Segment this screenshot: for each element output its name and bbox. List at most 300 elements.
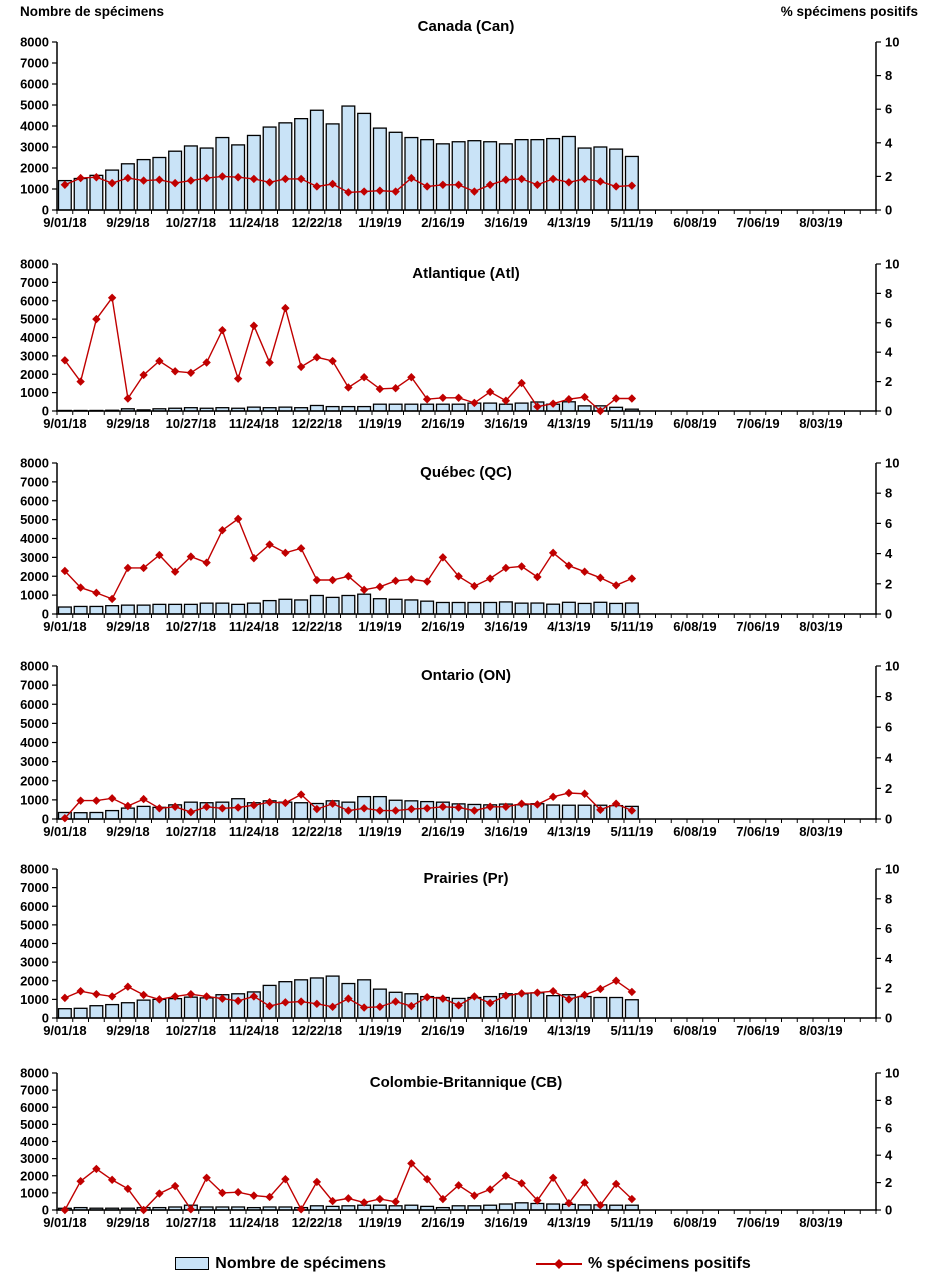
pct-positifs-marker bbox=[628, 394, 636, 402]
x-tick-label: 9/29/18 bbox=[106, 416, 150, 431]
y-right-tick-label: 8 bbox=[885, 891, 893, 907]
x-tick-label: 2/16/19 bbox=[421, 1215, 465, 1230]
x-tick-label: 8/03/19 bbox=[799, 1215, 843, 1230]
pct-positifs-marker bbox=[470, 582, 478, 590]
specimens-bar bbox=[185, 997, 198, 1018]
panel-quebec bbox=[0, 440, 926, 643]
specimens-bar bbox=[122, 1003, 135, 1018]
specimens-bar bbox=[578, 406, 591, 411]
x-tick-label: 8/03/19 bbox=[799, 215, 843, 230]
x-tick-label: 5/11/19 bbox=[610, 824, 654, 839]
specimens-bar bbox=[389, 132, 402, 210]
y-left-tick-label: 3000 bbox=[20, 348, 49, 364]
x-tick-label: 7/06/19 bbox=[736, 215, 780, 230]
y-right-tick-label: 6 bbox=[885, 719, 893, 735]
y-right-tick-label: 6 bbox=[885, 921, 893, 937]
x-tick-label: 1/19/19 bbox=[358, 1215, 402, 1230]
specimens-bar bbox=[547, 805, 560, 819]
specimens-bar bbox=[610, 998, 623, 1018]
pct-positifs-marker bbox=[486, 574, 494, 582]
y-right-tick-label: 2 bbox=[885, 1175, 893, 1191]
specimens-bar bbox=[311, 405, 324, 411]
panel-title: Québec (QC) bbox=[420, 464, 512, 481]
specimens-bar bbox=[594, 602, 607, 614]
x-tick-label: 8/03/19 bbox=[799, 824, 843, 839]
pct-positifs-marker bbox=[454, 394, 462, 402]
specimens-bar bbox=[515, 403, 528, 411]
specimens-bar bbox=[626, 1000, 639, 1018]
specimens-bar bbox=[200, 603, 213, 614]
specimens-bar bbox=[326, 976, 339, 1018]
pct-positifs-marker bbox=[139, 991, 147, 999]
pct-positifs-marker bbox=[234, 1188, 242, 1196]
y-left-tick-label: 0 bbox=[41, 1010, 49, 1026]
pct-positifs-marker bbox=[549, 987, 557, 995]
x-tick-label: 12/22/18 bbox=[291, 1023, 343, 1038]
pct-positifs-marker bbox=[265, 358, 273, 366]
specimens-bar bbox=[74, 606, 87, 614]
x-tick-label: 3/16/19 bbox=[484, 215, 528, 230]
pct-positifs-marker bbox=[549, 1174, 557, 1182]
y-left-tick-label: 1000 bbox=[20, 991, 49, 1007]
y-right-tick-label: 10 bbox=[885, 34, 900, 50]
pct-positifs-line bbox=[65, 519, 632, 599]
legend-item-specimens bbox=[175, 1255, 386, 1273]
y-left-tick-label: 7000 bbox=[20, 274, 49, 290]
pct-positifs-marker bbox=[344, 1194, 352, 1202]
pct-positifs-marker bbox=[202, 558, 210, 566]
specimens-bar bbox=[500, 404, 513, 411]
x-tick-label: 10/27/18 bbox=[165, 824, 217, 839]
y-right-tick-label: 2 bbox=[885, 780, 893, 796]
y-right-tick-label: 8 bbox=[885, 485, 893, 501]
x-tick-label: 11/24/18 bbox=[228, 215, 279, 230]
x-tick-label: 8/03/19 bbox=[799, 619, 843, 634]
specimens-bar bbox=[578, 603, 591, 614]
pct-positifs-marker bbox=[202, 358, 210, 366]
y-left-tick-label: 3000 bbox=[20, 954, 49, 970]
legend-label-specimens: Nombre de spécimens bbox=[215, 1254, 386, 1272]
y-left-tick-label: 7000 bbox=[20, 1082, 49, 1098]
specimens-bar bbox=[248, 135, 261, 210]
y-left-tick-label: 0 bbox=[41, 606, 49, 622]
y-left-tick-label: 1000 bbox=[20, 1185, 49, 1201]
y-left-tick-label: 1000 bbox=[20, 385, 49, 401]
y-right-tick-label: 4 bbox=[885, 344, 893, 360]
pct-positifs-marker bbox=[628, 574, 636, 582]
specimens-bar bbox=[515, 1203, 528, 1210]
specimens-bar bbox=[531, 140, 544, 210]
specimens-bar bbox=[610, 149, 623, 210]
specimens-bar bbox=[153, 604, 166, 614]
x-tick-label: 4/13/19 bbox=[547, 416, 591, 431]
y-left-tick-label: 4000 bbox=[20, 531, 49, 546]
x-tick-label: 11/24/18 bbox=[228, 1215, 279, 1230]
specimens-bar bbox=[279, 123, 292, 210]
y-right-tick-label: 2 bbox=[885, 374, 893, 390]
specimens-bar bbox=[578, 805, 591, 819]
specimens-bar bbox=[452, 602, 465, 614]
y-left-tick-label: 6000 bbox=[20, 493, 49, 509]
x-tick-label: 3/16/19 bbox=[484, 416, 528, 431]
specimens-bar bbox=[137, 605, 150, 614]
pct-positifs-marker bbox=[92, 796, 100, 804]
specimens-bar bbox=[484, 602, 497, 614]
specimens-bar bbox=[59, 1009, 72, 1018]
panel-title: Colombie-Britannique (CB) bbox=[369, 1074, 563, 1091]
y-left-tick-label: 0 bbox=[41, 202, 49, 218]
specimens-bar bbox=[232, 604, 245, 614]
specimens-bar bbox=[358, 980, 371, 1018]
x-tick-label: 5/11/19 bbox=[610, 1023, 654, 1038]
y-right-tick-label: 6 bbox=[885, 101, 893, 117]
pct-positifs-marker bbox=[313, 576, 321, 584]
chart-canada bbox=[0, 0, 926, 232]
y-right-tick-label: 4 bbox=[885, 950, 893, 966]
pct-positifs-marker bbox=[470, 1191, 478, 1199]
y-left-tick-label: 4000 bbox=[20, 330, 49, 345]
pct-positifs-marker bbox=[61, 1206, 69, 1214]
pct-positifs-marker bbox=[108, 794, 116, 802]
x-tick-label: 11/24/18 bbox=[228, 824, 279, 839]
pct-positifs-marker bbox=[407, 575, 415, 583]
y-left-tick-label: 0 bbox=[41, 1202, 49, 1218]
y-left-tick-label: 3000 bbox=[20, 549, 49, 565]
pct-positifs-marker bbox=[313, 353, 321, 361]
specimens-bar bbox=[405, 600, 418, 614]
legend-item-pct-positifs bbox=[536, 1255, 751, 1273]
specimens-bar bbox=[452, 142, 465, 210]
pct-positifs-marker bbox=[171, 367, 179, 375]
x-tick-label: 10/27/18 bbox=[165, 416, 217, 431]
x-tick-label: 1/19/19 bbox=[358, 1023, 402, 1038]
y-left-tick-label: 6000 bbox=[20, 696, 49, 712]
pct-positifs-marker bbox=[580, 568, 588, 576]
y-left-tick-label: 8000 bbox=[20, 658, 49, 674]
pct-positifs-marker bbox=[234, 374, 242, 382]
specimens-bar bbox=[484, 142, 497, 210]
specimens-bar bbox=[311, 110, 324, 210]
y-left-tick-label: 5000 bbox=[20, 917, 49, 933]
pct-positifs-marker bbox=[281, 549, 289, 557]
specimens-bar bbox=[295, 803, 308, 819]
pct-positifs-marker bbox=[565, 789, 573, 797]
y-left-tick-label: 8000 bbox=[20, 861, 49, 877]
chart-quebec bbox=[0, 440, 926, 638]
pct-positifs-marker bbox=[218, 326, 226, 334]
y-right-tick-label: 2 bbox=[885, 168, 893, 184]
y-left-tick-label: 0 bbox=[41, 403, 49, 419]
x-tick-label: 12/22/18 bbox=[291, 619, 343, 634]
y-left-tick-label: 2000 bbox=[20, 366, 49, 382]
specimens-bar bbox=[626, 603, 639, 614]
specimens-bar bbox=[468, 141, 481, 210]
y-right-tick-label: 2 bbox=[885, 980, 893, 996]
y-left-tick-label: 5000 bbox=[20, 715, 49, 731]
pct-positifs-marker bbox=[76, 987, 84, 995]
y-left-tick-label: 1000 bbox=[20, 792, 49, 808]
x-tick-label: 6/08/19 bbox=[673, 619, 717, 634]
x-tick-label: 3/16/19 bbox=[484, 1215, 528, 1230]
pct-positifs-marker bbox=[376, 1195, 384, 1203]
x-tick-label: 7/06/19 bbox=[736, 1023, 780, 1038]
y-left-tick-label: 4000 bbox=[20, 936, 49, 951]
x-tick-label: 11/24/18 bbox=[228, 416, 279, 431]
x-tick-label: 9/29/18 bbox=[106, 824, 150, 839]
chart-legend bbox=[0, 1240, 926, 1287]
chart-ontario bbox=[0, 643, 926, 841]
specimens-bar bbox=[389, 599, 402, 614]
y-left-tick-label: 6000 bbox=[20, 1099, 49, 1115]
pct-positifs-marker bbox=[596, 574, 604, 582]
pct-positifs-marker bbox=[108, 595, 116, 603]
specimens-bar bbox=[74, 813, 87, 819]
x-tick-label: 8/03/19 bbox=[799, 1023, 843, 1038]
left-axis-title: Nombre de spécimens bbox=[20, 4, 165, 19]
y-left-tick-label: 4000 bbox=[20, 1134, 49, 1149]
x-tick-label: 6/08/19 bbox=[673, 416, 717, 431]
pct-positifs-marker bbox=[328, 357, 336, 365]
pct-positifs-marker bbox=[61, 994, 69, 1002]
specimens-bar bbox=[421, 404, 434, 411]
pct-positifs-marker bbox=[250, 1191, 258, 1199]
y-left-tick-label: 2000 bbox=[20, 1168, 49, 1184]
specimens-bar bbox=[263, 601, 276, 614]
specimens-bar bbox=[106, 606, 119, 614]
y-right-tick-label: 10 bbox=[885, 256, 900, 272]
x-tick-label: 7/06/19 bbox=[736, 416, 780, 431]
specimens-bar bbox=[421, 140, 434, 210]
x-tick-label: 9/01/18 bbox=[43, 1023, 87, 1038]
specimens-bar bbox=[169, 604, 182, 614]
pct-positifs-marker bbox=[344, 383, 352, 391]
x-tick-label: 2/16/19 bbox=[421, 824, 465, 839]
pct-positifs-marker bbox=[391, 384, 399, 392]
specimens-bar bbox=[374, 128, 387, 210]
pct-positifs-marker bbox=[124, 983, 132, 991]
y-left-tick-label: 8000 bbox=[20, 34, 49, 50]
chart-colombie-britannique bbox=[0, 1049, 926, 1235]
specimens-bar bbox=[578, 997, 591, 1018]
panel-colombie-britannique bbox=[0, 1049, 926, 1240]
specimens-bar bbox=[216, 603, 229, 614]
chart-atlantique bbox=[0, 237, 926, 435]
x-tick-label: 3/16/19 bbox=[484, 824, 528, 839]
y-right-tick-label: 8 bbox=[885, 68, 893, 84]
specimens-bar bbox=[452, 404, 465, 411]
panel-canada bbox=[0, 0, 926, 237]
specimens-bar bbox=[263, 127, 276, 210]
pct-positifs-marker bbox=[423, 577, 431, 585]
pct-positifs-marker bbox=[486, 388, 494, 396]
pct-positifs-marker bbox=[376, 583, 384, 591]
x-tick-label: 3/16/19 bbox=[484, 619, 528, 634]
x-tick-label: 9/01/18 bbox=[43, 215, 87, 230]
pct-positifs-marker bbox=[139, 795, 147, 803]
y-left-tick-label: 3000 bbox=[20, 139, 49, 155]
pct-positifs-marker bbox=[297, 1205, 305, 1213]
specimens-bar bbox=[248, 603, 261, 614]
specimens-bar bbox=[610, 603, 623, 614]
y-right-tick-label: 4 bbox=[885, 750, 893, 766]
specimens-bar bbox=[185, 604, 198, 614]
x-tick-label: 6/08/19 bbox=[673, 1215, 717, 1230]
pct-positifs-marker bbox=[250, 322, 258, 330]
x-tick-label: 1/19/19 bbox=[358, 824, 402, 839]
y-left-tick-label: 7000 bbox=[20, 880, 49, 896]
y-right-tick-label: 10 bbox=[885, 658, 900, 674]
x-tick-label: 10/27/18 bbox=[165, 619, 217, 634]
panel-title: Atlantique (Atl) bbox=[412, 265, 520, 282]
legend-label-pct-positifs: % spécimens positifs bbox=[588, 1254, 751, 1272]
specimens-bar bbox=[74, 179, 87, 211]
specimens-bar bbox=[122, 164, 135, 210]
x-tick-label: 7/06/19 bbox=[736, 619, 780, 634]
x-tick-label: 10/27/18 bbox=[165, 1023, 217, 1038]
x-tick-label: 12/22/18 bbox=[291, 416, 343, 431]
x-tick-label: 7/06/19 bbox=[736, 824, 780, 839]
y-left-tick-label: 1000 bbox=[20, 181, 49, 197]
specimens-bar bbox=[547, 604, 560, 614]
specimens-bar bbox=[295, 600, 308, 614]
y-right-tick-label: 8 bbox=[885, 285, 893, 301]
x-tick-label: 2/16/19 bbox=[421, 1023, 465, 1038]
specimens-bar bbox=[578, 1205, 591, 1210]
bar-swatch-icon bbox=[175, 1257, 209, 1270]
specimens-bar bbox=[389, 404, 402, 411]
y-right-tick-label: 10 bbox=[885, 1065, 900, 1081]
specimens-bar bbox=[59, 607, 72, 614]
x-tick-label: 11/24/18 bbox=[228, 619, 279, 634]
specimens-bar bbox=[106, 1005, 119, 1018]
pct-positifs-marker bbox=[187, 369, 195, 377]
x-tick-label: 4/13/19 bbox=[547, 1023, 591, 1038]
panel-prairies bbox=[0, 846, 926, 1049]
x-tick-label: 5/11/19 bbox=[610, 619, 654, 634]
y-left-tick-label: 5000 bbox=[20, 311, 49, 327]
specimens-bar bbox=[169, 999, 182, 1018]
x-tick-label: 5/11/19 bbox=[610, 215, 654, 230]
specimens-bar bbox=[90, 813, 103, 820]
panel-title: Prairies (Pr) bbox=[423, 870, 509, 887]
specimens-bar bbox=[122, 605, 135, 614]
specimens-bar bbox=[374, 404, 387, 411]
specimens-bar bbox=[468, 602, 481, 614]
y-left-tick-label: 8000 bbox=[20, 256, 49, 272]
x-tick-label: 9/01/18 bbox=[43, 824, 87, 839]
specimens-bar bbox=[437, 404, 450, 411]
pct-positifs-marker bbox=[328, 576, 336, 584]
x-tick-label: 12/22/18 bbox=[291, 824, 343, 839]
specimens-bar bbox=[563, 805, 576, 819]
x-tick-label: 5/11/19 bbox=[610, 1215, 654, 1230]
specimens-bar bbox=[137, 806, 150, 819]
x-tick-label: 7/06/19 bbox=[736, 1215, 780, 1230]
specimens-bar bbox=[342, 596, 355, 615]
specimens-bar bbox=[594, 998, 607, 1018]
y-right-tick-label: 2 bbox=[885, 576, 893, 592]
pct-positifs-marker bbox=[124, 564, 132, 572]
x-tick-label: 10/27/18 bbox=[165, 215, 217, 230]
specimens-bar bbox=[405, 138, 418, 210]
x-tick-label: 5/11/19 bbox=[610, 416, 654, 431]
pct-positifs-marker bbox=[171, 1182, 179, 1190]
specimens-bar bbox=[563, 137, 576, 211]
x-tick-label: 12/22/18 bbox=[291, 215, 343, 230]
specimens-bar bbox=[500, 1204, 513, 1210]
panel-atlantique bbox=[0, 237, 926, 440]
y-left-tick-label: 7000 bbox=[20, 55, 49, 71]
pct-positifs-marker bbox=[92, 990, 100, 998]
specimens-bar bbox=[563, 602, 576, 614]
pct-positifs-marker bbox=[124, 394, 132, 402]
x-tick-label: 9/01/18 bbox=[43, 416, 87, 431]
specimens-bar bbox=[405, 404, 418, 411]
y-left-tick-label: 2000 bbox=[20, 773, 49, 789]
y-left-tick-label: 2000 bbox=[20, 568, 49, 584]
pct-positifs-marker bbox=[297, 544, 305, 552]
y-right-tick-label: 0 bbox=[885, 606, 893, 622]
panel-title: Canada (Can) bbox=[417, 18, 515, 35]
y-right-tick-label: 4 bbox=[885, 546, 893, 562]
pct-positifs-marker bbox=[596, 985, 604, 993]
pct-positifs-line bbox=[65, 298, 632, 411]
specimens-bar bbox=[374, 599, 387, 614]
specimens-bar bbox=[90, 606, 103, 614]
y-right-tick-label: 6 bbox=[885, 315, 893, 331]
pct-positifs-marker bbox=[612, 581, 620, 589]
right-axis-title: % spécimens positifs bbox=[780, 4, 918, 19]
y-right-tick-label: 4 bbox=[885, 135, 893, 151]
x-tick-label: 4/13/19 bbox=[547, 824, 591, 839]
specimens-bar bbox=[74, 1008, 87, 1018]
pct-positifs-marker bbox=[439, 394, 447, 402]
y-left-tick-label: 5000 bbox=[20, 512, 49, 528]
pct-positifs-marker bbox=[108, 992, 116, 1000]
y-left-tick-label: 6000 bbox=[20, 898, 49, 914]
specimens-bar bbox=[437, 602, 450, 614]
pct-positifs-marker bbox=[502, 564, 510, 572]
line-diamond-swatch-icon bbox=[536, 1263, 582, 1265]
specimens-bar bbox=[106, 811, 119, 819]
pct-positifs-marker bbox=[517, 562, 525, 570]
y-left-tick-label: 3000 bbox=[20, 754, 49, 770]
x-tick-label: 3/16/19 bbox=[484, 1023, 528, 1038]
x-tick-label: 6/08/19 bbox=[673, 824, 717, 839]
specimens-bar bbox=[279, 599, 292, 614]
y-left-tick-label: 7000 bbox=[20, 474, 49, 490]
x-tick-label: 1/19/19 bbox=[358, 416, 402, 431]
y-right-tick-label: 6 bbox=[885, 515, 893, 531]
x-tick-label: 4/13/19 bbox=[547, 619, 591, 634]
y-right-tick-label: 8 bbox=[885, 1092, 893, 1108]
chart-prairies bbox=[0, 846, 926, 1044]
specimens-bar bbox=[263, 985, 276, 1018]
pct-positifs-marker bbox=[281, 304, 289, 312]
pct-positifs-marker bbox=[549, 793, 557, 801]
specimens-bar bbox=[437, 144, 450, 210]
y-left-tick-label: 2000 bbox=[20, 160, 49, 176]
specimens-bar bbox=[484, 403, 497, 411]
x-tick-label: 6/08/19 bbox=[673, 1023, 717, 1038]
y-right-tick-label: 10 bbox=[885, 861, 900, 877]
specimens-bar bbox=[531, 603, 544, 614]
y-left-tick-label: 3000 bbox=[20, 1151, 49, 1167]
specimens-bar bbox=[326, 124, 339, 210]
x-tick-label: 8/03/19 bbox=[799, 416, 843, 431]
pct-positifs-marker bbox=[391, 1198, 399, 1206]
x-tick-label: 4/13/19 bbox=[547, 215, 591, 230]
